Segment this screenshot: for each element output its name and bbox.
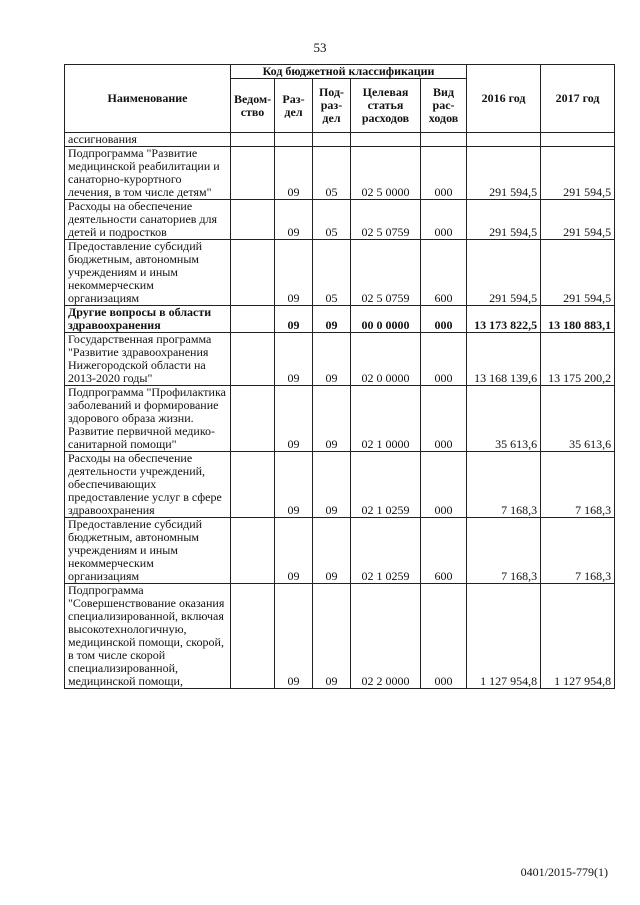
header-2017: 2017 год [541,65,615,133]
cell-type: 600 [421,240,467,306]
cell-section: 09 [275,306,313,333]
cell-2017: 13 180 883,1 [541,306,615,333]
cell-2017: 291 594,5 [541,240,615,306]
cell-subsection: 09 [313,333,351,386]
cell-subsection: 05 [313,147,351,200]
cell-name: Подпрограмма "Развитие медицинской реабилитации и санаторно-курортного лечения, в том числе детям" [65,147,231,200]
cell-section [275,133,313,147]
budget-table [64,64,615,689]
table-row [65,386,615,452]
cell-target [351,133,421,147]
cell-target: 02 5 0759 [351,200,421,240]
cell-subsection: 09 [313,584,351,689]
cell-subsection: 09 [313,452,351,518]
cell-dept [231,386,275,452]
cell-2017: 13 175 200,2 [541,333,615,386]
cell-dept [231,306,275,333]
table-row [65,133,615,147]
header-name: Наименование [65,65,231,133]
table-body [65,133,615,689]
cell-subsection: 05 [313,240,351,306]
cell-dept [231,147,275,200]
cell-section: 09 [275,584,313,689]
cell-target: 02 1 0259 [351,452,421,518]
cell-name: Государственная программа "Развитие здравоохранения Нижегородской области на 2013-2020 годы" [65,333,231,386]
cell-2016: 13 168 139,6 [467,333,541,386]
cell-target: 02 5 0000 [351,147,421,200]
table-row [65,452,615,518]
cell-subsection: 09 [313,518,351,584]
cell-target: 02 2 0000 [351,584,421,689]
header-target: Целевая статья расходов [351,79,421,133]
cell-section: 09 [275,147,313,200]
table-row [65,147,615,200]
cell-subsection: 09 [313,386,351,452]
table-row [65,584,615,689]
table-row [65,518,615,584]
cell-section: 09 [275,452,313,518]
cell-2016: 291 594,5 [467,147,541,200]
cell-2016: 7 168,3 [467,518,541,584]
table-row [65,200,615,240]
cell-target: 02 5 0759 [351,240,421,306]
header-section: Раз-дел [275,79,313,133]
document-code: 0401/2015-779(1) [520,865,608,879]
cell-section: 09 [275,240,313,306]
cell-name: Подпрограмма "Профилактика заболеваний и формирование здорового образа жизни. Развитие первичной медико-санитарной помощи" [65,386,231,452]
cell-target: 02 1 0259 [351,518,421,584]
cell-name: Расходы на обеспечение деятельности санаториев для детей и подростков [65,200,231,240]
cell-dept [231,584,275,689]
cell-target: 02 0 0000 [351,333,421,386]
page-number: 53 [313,40,327,55]
header-code-group: Код бюджетной классификации [231,65,467,79]
cell-section: 09 [275,200,313,240]
header-dept: Ведом-ство [231,79,275,133]
cell-2016: 13 173 822,5 [467,306,541,333]
cell-type: 000 [421,147,467,200]
cell-name: Предоставление субсидий бюджетным, автономным учреждениям и иным некоммерческим организациям [65,518,231,584]
cell-type: 000 [421,306,467,333]
cell-2017: 7 168,3 [541,518,615,584]
header-subsection: Под-раз-дел [313,79,351,133]
cell-2017: 7 168,3 [541,452,615,518]
cell-type: 000 [421,386,467,452]
table-row [65,240,615,306]
cell-2017: 291 594,5 [541,147,615,200]
cell-name: Расходы на обеспечение деятельности учреждений, обеспечивающих предоставление услуг в сфере здравоохранения [65,452,231,518]
cell-dept [231,133,275,147]
cell-2017: 291 594,5 [541,200,615,240]
cell-section: 09 [275,333,313,386]
cell-type: 000 [421,333,467,386]
cell-2017: 35 613,6 [541,386,615,452]
cell-name: Другие вопросы в области здравоохранения [65,306,231,333]
cell-dept [231,200,275,240]
cell-subsection: 09 [313,306,351,333]
cell-subsection: 05 [313,200,351,240]
header-type: Вид рас-ходов [421,79,467,133]
cell-type: 000 [421,452,467,518]
cell-name: ассигнования [65,133,231,147]
cell-2016: 291 594,5 [467,200,541,240]
table-row [65,306,615,333]
cell-type: 600 [421,518,467,584]
cell-2016: 35 613,6 [467,386,541,452]
cell-type [421,133,467,147]
cell-name: Предоставление субсидий бюджетным, автономным учреждениям и иным некоммерческим организациям [65,240,231,306]
cell-target: 02 1 0000 [351,386,421,452]
cell-target: 00 0 0000 [351,306,421,333]
cell-dept [231,518,275,584]
cell-2017 [541,133,615,147]
table-row [65,333,615,386]
cell-2016: 291 594,5 [467,240,541,306]
cell-2017: 1 127 954,8 [541,584,615,689]
cell-subsection [313,133,351,147]
cell-section: 09 [275,386,313,452]
cell-section: 09 [275,518,313,584]
cell-2016 [467,133,541,147]
cell-type: 000 [421,584,467,689]
cell-dept [231,452,275,518]
cell-2016: 1 127 954,8 [467,584,541,689]
cell-dept [231,240,275,306]
header-2016: 2016 год [467,65,541,133]
cell-2016: 7 168,3 [467,452,541,518]
cell-name: Подпрограмма "Совершенствование оказания специализированной, включая высокотехнологичную, медицинской помощи, скорой, в том числе скорой специализированной, медицинской помощи, [65,584,231,689]
cell-dept [231,333,275,386]
cell-type: 000 [421,200,467,240]
